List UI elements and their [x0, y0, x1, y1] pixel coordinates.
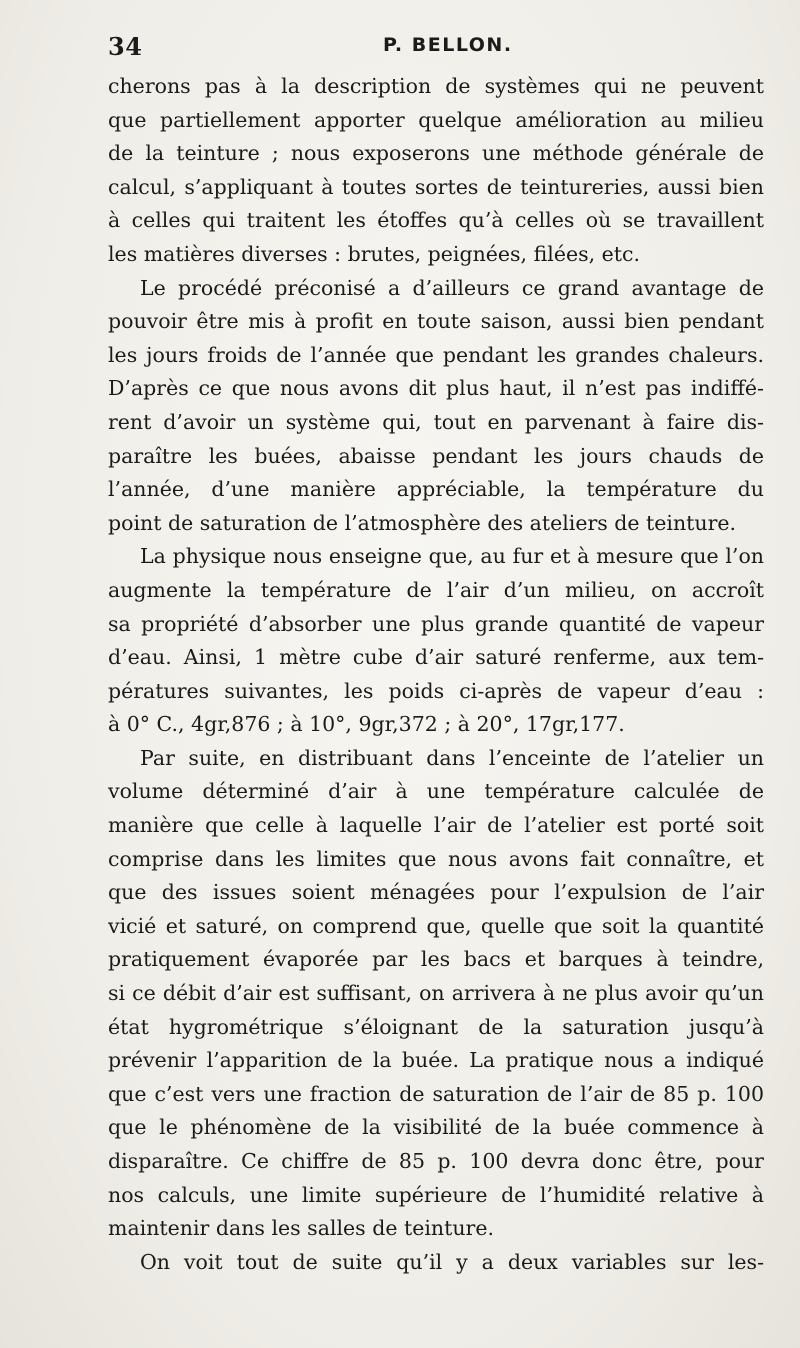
text-line: vicié et saturé, on comprend que, quelle que soit la quantité: [108, 913, 764, 938]
text-line: disparaître. Ce chiffre de 85 p. 100 devra donc être, pour: [108, 1149, 764, 1173]
text-line: point de saturation de l’atmosphère des ateliers de teinture.: [108, 510, 737, 535]
text-line: que des issues soient ménagées pour l’expulsion de l’air: [108, 880, 764, 905]
text-line: rent d’avoir un système qui, tout en parvenant à faire dis-: [108, 409, 764, 434]
paragraph: [108, 540, 764, 742]
text-line: que partiellement apporter quelque amélioration au milieu: [108, 107, 764, 132]
page-header: [108, 32, 760, 62]
text-line: Le procédé préconisé a d’ailleurs ce grand avantage de: [140, 275, 764, 300]
text-line: à 0° C., 4gr,876 ; à 10°, 9gr,372 ; à 20°, 17gr,177.: [108, 712, 625, 737]
text-line: D’après ce que nous avons dit plus haut, il n’est pas indiffé-: [108, 376, 764, 401]
body-text: [108, 70, 764, 1279]
text-line: que le phénomène de la visibilité de la buée commence à: [108, 1115, 764, 1140]
text-line: nos calculs, une limite supérieure de l’humidité relative à: [108, 1182, 764, 1207]
paragraph: [108, 70, 764, 272]
text-line: volume déterminé d’air à une température calculée de: [108, 779, 764, 804]
page-number: 34: [108, 32, 143, 61]
text-line: On voit tout de suite qu’il y a deux variables sur les-: [140, 1249, 764, 1274]
paragraph: [108, 742, 764, 1246]
text-line: comprise dans les limites que nous avons fait connaître, et: [108, 846, 764, 871]
text-line: que c’est vers une fraction de saturation de l’air de 85 p. 100: [108, 1081, 764, 1106]
text-line: pratiquement évaporée par les bacs et barques à teindre,: [108, 947, 764, 972]
text-line: les matières diverses : brutes, peignées, filées, etc.: [108, 241, 640, 266]
text-line: pératures suivantes, les poids ci-après de vapeur d’eau :: [108, 678, 764, 703]
text-line: calcul, s’appliquant à toutes sortes de teintureries, aussi bien: [108, 174, 764, 199]
text-line: prévenir l’apparition de la buée. La pratique nous a indiqué: [108, 1048, 764, 1073]
text-line: état hygrométrique s’éloignant de la saturation jusqu’à: [108, 1014, 764, 1039]
running-head: P. BELLON.: [383, 34, 513, 56]
text-line: de la teinture ; nous exposerons une méthode générale de: [108, 141, 764, 166]
paragraph: [108, 272, 764, 541]
text-line: les jours froids de l’année que pendant les grandes chaleurs.: [108, 342, 764, 367]
text-line: maintenir dans les salles de teinture.: [108, 1216, 494, 1241]
paragraph: [108, 1246, 764, 1280]
text-line: cherons pas à la description de systèmes qui ne peuvent: [108, 74, 764, 98]
text-line: manière que celle à laquelle l’air de l’atelier est porté soit: [108, 813, 764, 838]
text-line: à celles qui traitent les étoffes qu’à celles où se travaillent: [108, 208, 764, 233]
text-line: l’année, d’une manière appréciable, la température du: [108, 477, 764, 502]
text-line: augmente la température de l’air d’un milieu, on accroît: [108, 577, 764, 602]
text-line: sa propriété d’absorber une plus grande quantité de vapeur: [108, 611, 764, 636]
text-line: pouvoir être mis à profit en toute saison, aussi bien pendant: [108, 309, 764, 334]
text-line: Par suite, en distribuant dans l’enceinte de l’atelier un: [140, 745, 764, 770]
text-line: paraître les buées, abaisse pendant les jours chauds de: [108, 443, 764, 468]
text-line: si ce débit d’air est suffisant, on arrivera à ne plus avoir qu’un: [108, 981, 764, 1006]
text-line: La physique nous enseigne que, au fur et à mesure que l’on: [140, 544, 764, 569]
text-line: d’eau. Ainsi, 1 mètre cube d’air saturé renferme, aux tem-: [108, 645, 764, 670]
